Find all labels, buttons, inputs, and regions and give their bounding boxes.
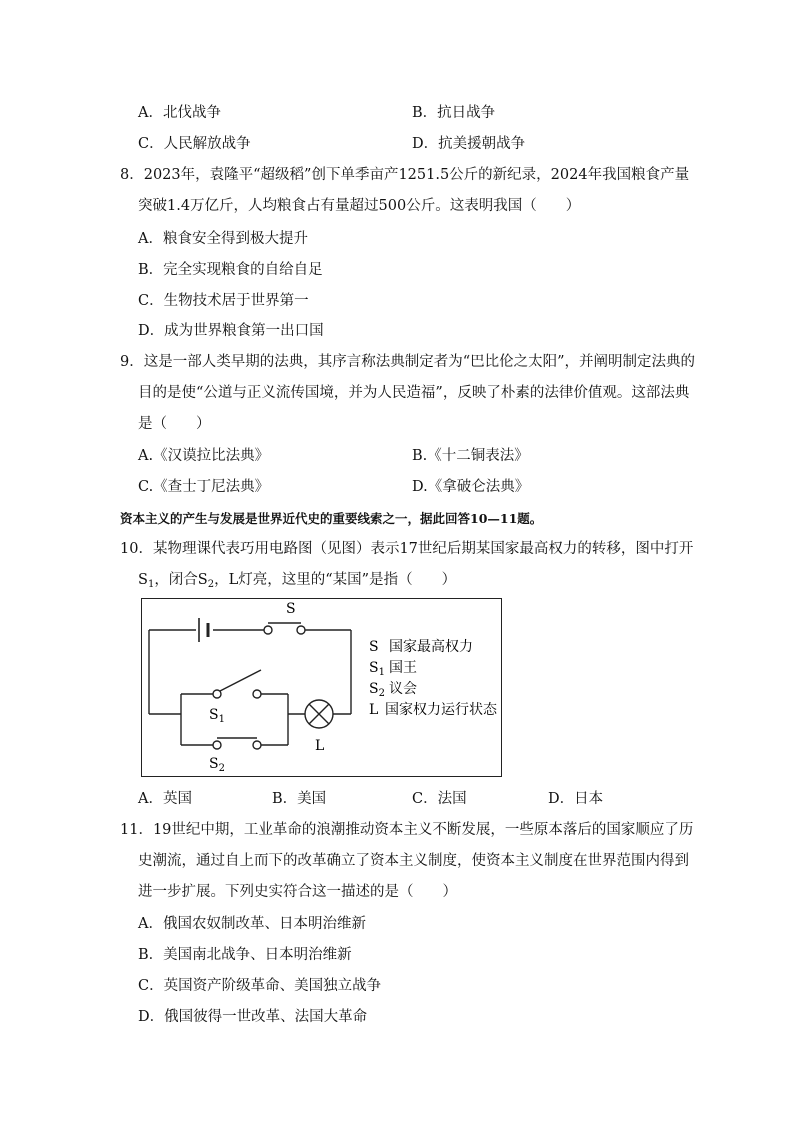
- q7-option-d: D．抗美援朝战争: [412, 136, 526, 152]
- legend-s: S 国家最高权力: [369, 639, 473, 655]
- q9-option-a: A.《汉谟拉比法典》: [138, 448, 270, 464]
- q10-option-a: A．英国: [138, 791, 192, 807]
- q11-option-c: C．英国资产阶级革命、美国独立战争: [138, 978, 382, 994]
- circuit-diagram: [141, 598, 503, 778]
- q9-option-d: D.《拿破仑法典》: [412, 479, 530, 495]
- switch-s1: [213, 670, 261, 698]
- q8-option-c: C．生物技术居于世界第一: [138, 293, 309, 309]
- label-s: S: [286, 601, 296, 617]
- label-l: L: [315, 738, 325, 754]
- q10-option-d: D．日本: [548, 791, 604, 807]
- q11-stem-line1: 11．19世纪中期，工业革命的浪潮推动资本主义不断发展，一些原本落后的国家顺应了历: [120, 822, 694, 838]
- q7-option-b: B．抗日战争: [412, 105, 496, 121]
- q10-stem-line2: $S_1$，闭合$S_2$，L灯亮，这里的“某国”是指（ ）: [138, 572, 457, 590]
- label-s2: $S_2$: [209, 756, 225, 774]
- battery-icon: [199, 618, 208, 642]
- q10-option-c: C．法国: [412, 791, 467, 807]
- q9-stem-line1: 9．这是一部人类早期的法典，其序言称法典制定者为“巴比伦之太阳”，并阐明制定法典的: [120, 354, 696, 370]
- q10-option-b: B．美国: [272, 791, 327, 807]
- q8-option-d: D．成为世界粮食第一出口国: [138, 323, 324, 339]
- q9-stem-line3: 是（ ）: [138, 416, 211, 432]
- q9-stem-line2: 目的是使“公道与正义流传国境，并为人民造福”，反映了朴素的法律价值观。这部法典: [138, 385, 690, 401]
- section-note: 资本主义的产生与发展是世界近代史的重要线索之一，据此回答10—11题。: [120, 511, 543, 526]
- q11-stem-line2: 史潮流，通过自上而下的改革确立了资本主义制度，使资本主义制度在世界范围内得到: [138, 853, 689, 869]
- legend-l: L 国家权力运行状态: [369, 702, 497, 718]
- label-s1: $S_1$: [209, 707, 225, 725]
- q7-option-c: C．人民解放战争: [138, 136, 251, 152]
- q8-option-b: B．完全实现粮食的自给自足: [138, 262, 323, 278]
- switch-s: [264, 623, 305, 634]
- q8-stem-line1: 8．2023年，袁隆平“超级稻”创下单季亩产1251.5公斤的新纪录，2024年我国粮食产量: [120, 167, 690, 183]
- legend-s1: $S_1$ 国王: [369, 660, 417, 678]
- q9-option-b: B.《十二铜表法》: [412, 448, 529, 464]
- circuit-legend: [369, 638, 498, 718]
- switch-s2: [213, 738, 261, 749]
- q8-stem-line2: 突破1.4万亿斤，人均粮食占有量超过500公斤。这表明我国（ ）: [138, 198, 581, 214]
- q11-stem-line3: 进一步扩展。下列史实符合这一描述的是（ ）: [138, 884, 457, 900]
- legend-s2: $S_2$ 议会: [369, 681, 417, 699]
- q9-option-c: C.《查士丁尼法典》: [138, 479, 270, 495]
- q11-option-b: B．美国南北战争、日本明治维新: [138, 947, 352, 963]
- q11-option-a: A．俄国农奴制改革、日本明治维新: [138, 916, 366, 932]
- q8-option-a: A．粮食安全得到极大提升: [138, 231, 308, 247]
- lamp-icon: [305, 700, 333, 728]
- q7-option-a: A．北伐战争: [138, 105, 221, 121]
- q11-option-d: D．俄国彼得一世改革、法国大革命: [138, 1009, 368, 1025]
- q10-stem-line1: 10．某物理课代表巧用电路图（见图）表示17世纪后期某国家最高权力的转移，图中打开: [120, 541, 694, 557]
